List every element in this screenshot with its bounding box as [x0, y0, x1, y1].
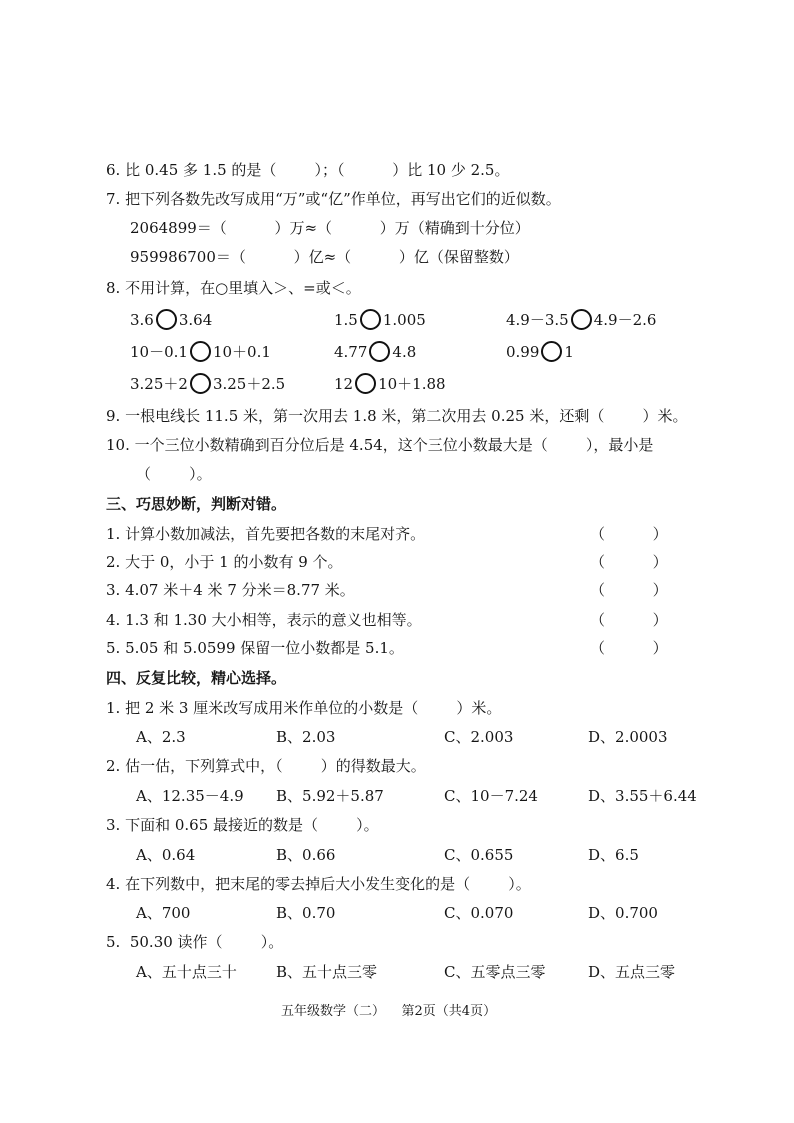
choice-option[interactable]: D、3.55＋6.44	[588, 787, 697, 805]
choice-option[interactable]: C、10－7.24	[444, 787, 538, 805]
question-8: 8. 不用计算，在○里填入＞、=或＜。	[106, 279, 361, 297]
question-7b: 959986700＝（ ）亿≈（ ）亿（保留整数）	[130, 248, 519, 266]
page-footer: 五年级数学（二） 第2页（共4页）	[281, 1004, 497, 1019]
choice-option[interactable]: A、0.64	[136, 846, 196, 864]
judge-item: 4. 1.3 和 1.30 大小相等，表示的意义也相等。	[106, 611, 422, 629]
judge-item: 2. 大于 0，小于 1 的小数有 9 个。	[106, 553, 343, 571]
judge-item: 5. 5.05 和 5.0599 保留一位小数都是 5.1。	[106, 639, 404, 657]
judge-answer-paren[interactable]: （ ）	[590, 611, 668, 629]
judge-answer-paren[interactable]: （ ）	[590, 553, 668, 571]
choice-option[interactable]: D、0.700	[588, 904, 658, 922]
choice-option[interactable]: C、五零点三零	[444, 963, 546, 981]
choice-option[interactable]: D、6.5	[588, 846, 639, 864]
choice-option[interactable]: B、5.92＋5.87	[276, 787, 384, 805]
compare-item: 3.25＋2 3.25＋2.5	[130, 374, 285, 394]
compare-circle[interactable]	[360, 309, 381, 330]
choice-option[interactable]: A、2.3	[136, 728, 186, 746]
compare-item: 4.9－3.5 4.9－2.6	[506, 310, 656, 330]
compare-circle[interactable]	[156, 309, 177, 330]
judge-item: 1. 计算小数加减法，首先要把各数的末尾对齐。	[106, 525, 426, 543]
choice-option[interactable]: D、五点三零	[588, 963, 676, 981]
question-10-continued: （ ）。	[136, 465, 212, 483]
choice-option[interactable]: C、2.003	[444, 728, 514, 746]
compare-item: 10－0.1 10＋0.1	[130, 342, 271, 362]
compare-item: 12 10＋1.88	[334, 374, 446, 394]
choice-question-stem: 2. 估一估，下列算式中，（ ）的得数最大。	[106, 757, 426, 775]
choice-option[interactable]: B、0.70	[276, 904, 336, 922]
choice-option[interactable]: C、0.070	[444, 904, 514, 922]
section-4-title: 四、反复比较，精心选择。	[106, 669, 287, 687]
judge-answer-paren[interactable]: （ ）	[590, 525, 668, 543]
question-7a: 2064899＝（ ）万≈（ ）万（精确到十分位）	[130, 219, 530, 237]
compare-circle[interactable]	[369, 341, 390, 362]
judge-answer-paren[interactable]: （ ）	[590, 639, 668, 657]
compare-circle[interactable]	[571, 309, 592, 330]
compare-circle[interactable]	[190, 373, 211, 394]
choice-option[interactable]: B、0.66	[276, 846, 336, 864]
choice-question-stem: 5. 50.30 读作（ ）。	[106, 933, 284, 951]
section-3-title: 三、巧思妙断，判断对错。	[106, 495, 287, 513]
compare-item: 3.6 3.64	[130, 310, 212, 330]
choice-option[interactable]: B、五十点三零	[276, 963, 378, 981]
choice-option[interactable]: A、700	[136, 904, 191, 922]
choice-option[interactable]: B、2.03	[276, 728, 336, 746]
choice-option[interactable]: A、12.35－4.9	[136, 787, 244, 805]
question-9: 9. 一根电线长 11.5 米，第一次用去 1.8 米，第二次用去 0.25 米，还剩（ ）米。	[106, 407, 688, 425]
choice-option[interactable]: C、0.655	[444, 846, 514, 864]
compare-circle[interactable]	[541, 341, 562, 362]
judge-item: 3. 4.07 米＋4 米 7 分米＝8.77 米。	[106, 581, 355, 599]
question-6: 6. 比 0.45 多 1.5 的是（ ）；（ ）比 10 少 2.5。	[106, 161, 510, 179]
question-10: 10. 一个三位小数精确到百分位后是 4.54，这个三位小数最大是（ ），最小是	[106, 436, 654, 454]
choice-question-stem: 4. 在下列数中，把末尾的零去掉后大小发生变化的是（ ）。	[106, 875, 531, 893]
choice-option[interactable]: D、2.0003	[588, 728, 668, 746]
choice-option[interactable]: A、五十点三十	[136, 963, 237, 981]
question-7: 7. 把下列各数先改写成用“万”或“亿”作单位，再写出它们的近似数。	[106, 190, 561, 208]
choice-question-stem: 3. 下面和 0.65 最接近的数是（ ）。	[106, 816, 379, 834]
compare-circle[interactable]	[190, 341, 211, 362]
compare-item: 1.5 1.005	[334, 310, 426, 330]
judge-answer-paren[interactable]: （ ）	[590, 581, 668, 599]
compare-circle[interactable]	[355, 373, 376, 394]
choice-question-stem: 1. 把 2 米 3 厘米改写成用米作单位的小数是（ ）米。	[106, 699, 502, 717]
compare-item: 4.77 4.8	[334, 342, 416, 362]
compare-item: 0.99 1	[506, 342, 574, 362]
